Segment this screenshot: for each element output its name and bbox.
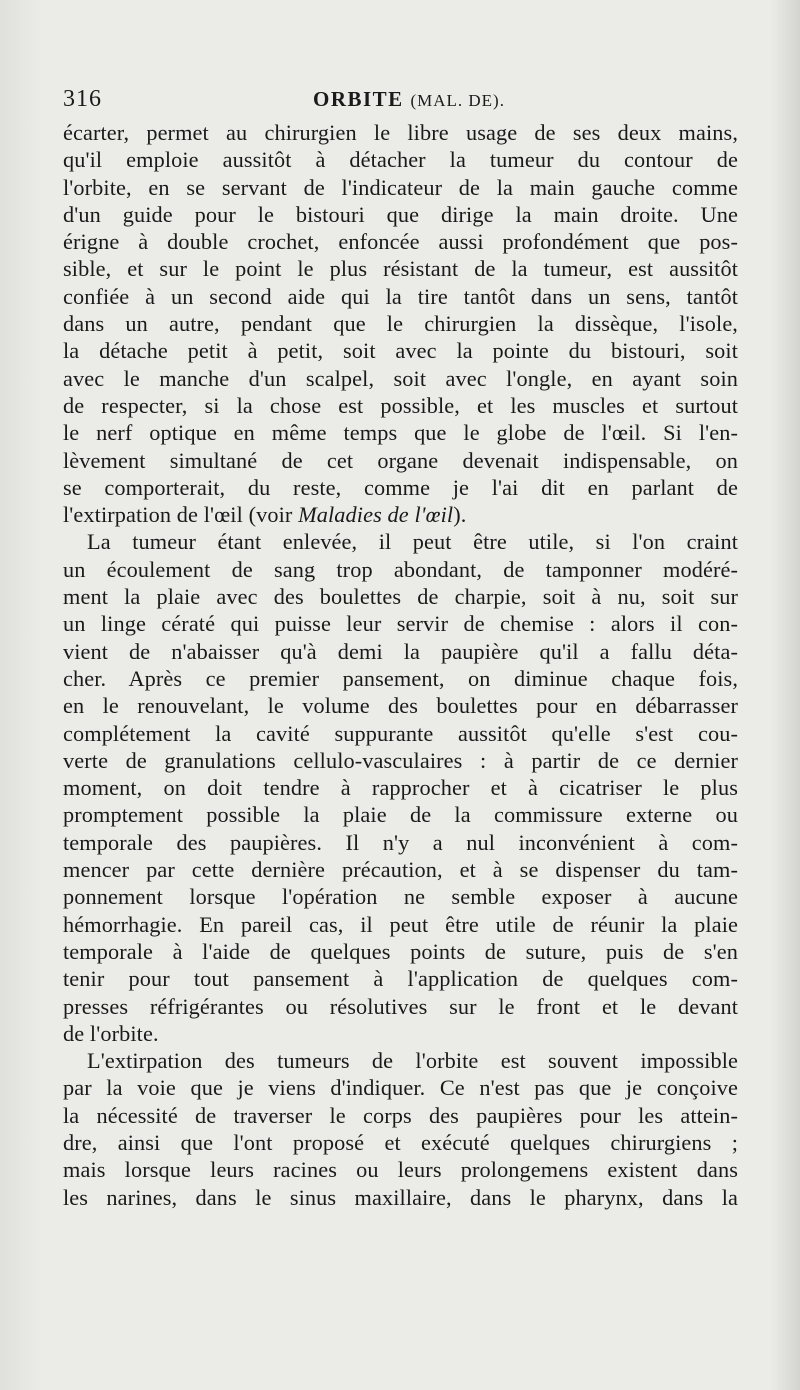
- text-line: qu'il emploie aussitôt à détacher la tumeur du contour de: [63, 147, 738, 173]
- paragraph-3: [63, 1047, 738, 1211]
- text-line: de respecter, si la chose est possible, et les muscles et surtout: [63, 392, 738, 418]
- text-line: sible, et sur le point le plus résistant de la tumeur, est aussitôt: [63, 256, 738, 282]
- text-line: moment, on doit tendre à rapprocher et à cicatriser le plus: [63, 775, 738, 801]
- text-line: ment la plaie avec des boulettes de charpie, soit à nu, soit sur: [63, 584, 738, 610]
- text-line: dre, ainsi que l'ont proposé et exécuté quelques chirurgiens ;: [63, 1129, 738, 1155]
- text-line: ponnement lorsque l'opération ne semble exposer à aucune: [63, 884, 738, 910]
- running-title-main: ORBITE: [313, 87, 404, 111]
- text-line: un linge cératé qui puisse leur servir de chemise : alors il con-: [63, 611, 738, 637]
- text-line: par la voie que je viens d'indiquer. Ce n'est pas que je conçoive: [63, 1075, 738, 1101]
- text-line: l'orbite, en se servant de l'indicateur de la main gauche comme: [63, 174, 738, 200]
- text-line: cher. Après ce premier pansement, on diminue chaque fois,: [63, 665, 738, 691]
- text-line: les narines, dans le sinus maxillaire, dans le pharynx, dans la: [63, 1184, 738, 1210]
- text-line: la détache petit à petit, soit avec la pointe du bistouri, soit: [63, 338, 738, 364]
- text-line: verte de granulations cellulo-vasculaires : à partir de ce dernier: [63, 747, 738, 773]
- text-line: se comporterait, du reste, comme je l'ai dit en parlant de: [63, 474, 738, 500]
- text-line: érigne à double crochet, enfoncée aussi profondément que pos-: [63, 229, 738, 255]
- text-line: temporale à l'aide de quelques points de suture, puis de s'en: [63, 938, 738, 964]
- text-line: un écoulement de sang trop abondant, de tamponner modéré-: [63, 556, 738, 582]
- text-line: la nécessité de traverser le corps des paupières pour les attein-: [63, 1102, 738, 1128]
- text-line: de l'orbite.: [63, 1020, 159, 1046]
- text-fragment: l'extirpation de l'œil (voir: [63, 502, 299, 528]
- text-line: confiée à un second aide qui la tire tantôt dans un sens, tantôt: [63, 283, 738, 309]
- italic-reference: Maladies de l'œil: [298, 502, 454, 528]
- text-line: promptement possible la plaie de la commissure externe ou: [63, 802, 738, 828]
- text-line: mais lorsque leurs racines ou leurs prolongemens existent dans: [63, 1157, 738, 1183]
- running-title-suffix: (MAL. DE).: [410, 91, 505, 110]
- running-head: [63, 86, 743, 114]
- paragraph-2: [63, 528, 738, 1047]
- text-line: complétement la cavité suppurante aussitôt qu'elle s'est cou-: [63, 720, 738, 746]
- text-line: avec le manche d'un scalpel, soit avec l'ongle, en ayant soin: [63, 365, 738, 391]
- text-line: hémorrhagie. En pareil cas, il peut être utile de réunir la plaie: [63, 911, 738, 937]
- text-line: en le renouvelant, le volume des boulettes pour en débarrasser: [63, 693, 738, 719]
- text-line: La tumeur étant enlevée, il peut être utile, si l'on craint: [87, 529, 738, 555]
- page-number: 316: [63, 86, 102, 112]
- text-line: mencer par cette dernière précaution, et à se dispenser du tam-: [63, 857, 738, 883]
- text-line: tenir pour tout pansement à l'application de quelques com-: [63, 966, 738, 992]
- running-title: [313, 87, 505, 112]
- text-line: dans un autre, pendant que le chirurgien la dissèque, l'isole,: [63, 311, 738, 337]
- text-line: presses réfrigérantes ou résolutives sur le front et le devant: [63, 993, 738, 1019]
- text-line: d'un guide pour le bistouri que dirige la main droite. Une: [63, 201, 738, 227]
- text-line: lèvement simultané de cet organe devenait indispensable, on: [63, 447, 738, 473]
- text-line: écarter, permet au chirurgien le libre usage de ses deux mains,: [63, 120, 738, 145]
- body-text: [63, 119, 738, 1211]
- text-line: L'extirpation des tumeurs de l'orbite est souvent impossible: [87, 1048, 738, 1074]
- text-line: le nerf optique en même temps que le globe de l'œil. Si l'en-: [63, 420, 738, 446]
- paragraph-1: [63, 119, 738, 528]
- text-line: vient de n'abaisser qu'à demi la paupière qu'il a fallu déta-: [63, 638, 738, 664]
- text-line: [63, 501, 738, 528]
- text-line: temporale des paupières. Il n'y a nul inconvénient à com-: [63, 829, 738, 855]
- text-fragment: ).: [453, 502, 467, 528]
